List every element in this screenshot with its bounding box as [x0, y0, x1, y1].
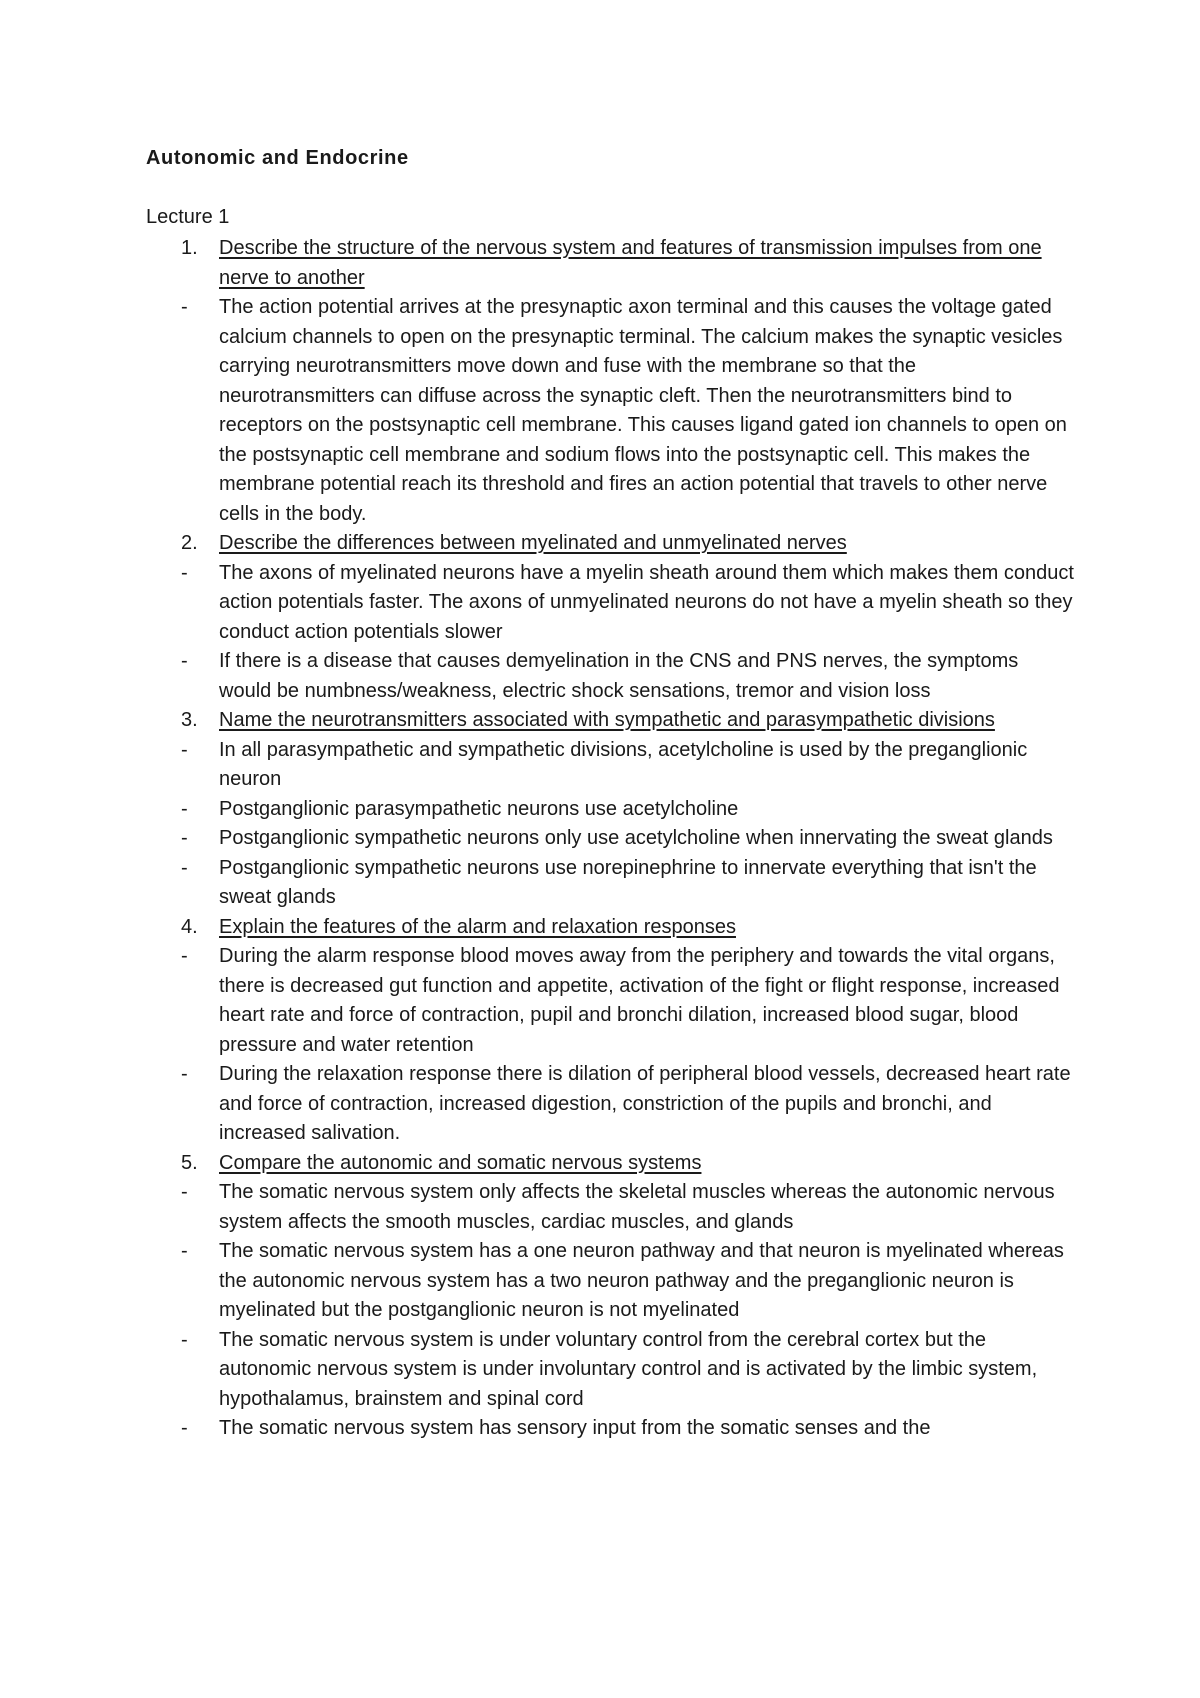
- question-text: Describe the structure of the nervous system and features of transmission impulses from one nerve to another: [219, 237, 1042, 289]
- question-item: [146, 234, 1076, 293]
- question-number: 4.: [181, 915, 198, 938]
- bullet-dash: -: [181, 1240, 188, 1262]
- question-item: [146, 913, 1076, 943]
- bullet-dash: -: [181, 827, 188, 849]
- question-number: 3.: [181, 709, 198, 731]
- bullet-text: The somatic nervous system has a one neuron pathway and that neuron is myelinated whereas the autonomic nervous system has a two neuron pathway and the preganglionic neuron is myelinated but the postganglionic neuron is not myelinated: [219, 1240, 1064, 1321]
- bullet-text: The axons of myelinated neurons have a myelin sheath around them which makes them conduct action potentials faster. The axons of unmyelinated neurons do not have a myelin sheath so they conduct action potentials slower: [219, 561, 1074, 643]
- answer-bullet: [146, 1414, 1076, 1444]
- answer-bullet: [146, 736, 1076, 795]
- question-text: Describe the differences between myelinated and unmyelinated nerves: [219, 532, 847, 554]
- answer-bullet: [146, 1237, 1076, 1326]
- lecture-label: Lecture 1: [146, 206, 230, 228]
- answer-bullet: [146, 854, 1076, 913]
- question-item: [146, 529, 1076, 559]
- bullet-text: The somatic nervous system is under voluntary control from the cerebral cortex but the autonomic nervous system is under involuntary control and is activated by the limbic system, hypothalamus, brainstem and spinal cord: [219, 1328, 1038, 1410]
- bullet-dash: -: [181, 738, 188, 761]
- bullet-dash: -: [181, 1181, 188, 1203]
- bullet-text: During the relaxation response there is dilation of peripheral blood vessels, decreased heart rate and force of contraction, increased digestion, constriction of the pupils and bronchi, and increased salivation.: [219, 1063, 1071, 1144]
- bullet-text: Postganglionic parasympathetic neurons use acetylcholine: [219, 797, 739, 820]
- bullet-text: Postganglionic sympathetic neurons use norepinephrine to innervate everything that isn't the sweat glands: [219, 856, 1037, 908]
- bullet-dash: -: [181, 1328, 188, 1351]
- question-text: Compare the autonomic and somatic nervous systems: [219, 1151, 702, 1174]
- answer-bullet: [146, 942, 1076, 1060]
- bullet-dash: -: [181, 856, 188, 879]
- bullet-dash: -: [181, 1063, 188, 1085]
- answer-bullet: [146, 647, 1076, 706]
- answer-bullet: [146, 1178, 1076, 1237]
- answer-bullet: [146, 824, 1076, 854]
- bullet-dash: -: [181, 561, 188, 584]
- question-item: [146, 1149, 1076, 1179]
- question-number: 5.: [181, 1151, 198, 1174]
- bullet-text: In all parasympathetic and sympathetic divisions, acetylcholine is used by the preganglionic neuron: [219, 738, 1028, 790]
- question-text: Name the neurotransmitters associated with sympathetic and parasympathetic divisions: [219, 709, 995, 731]
- bullet-text: During the alarm response blood moves away from the periphery and towards the vital organs, there is decreased gut function and appetite, activation of the fight or flight response, increased heart rate and force of contraction, pupil and bronchi dilation, increased blood sugar, blood pressure and water retention: [219, 945, 1060, 1056]
- question-item: [146, 706, 1076, 736]
- question-text: Explain the features of the alarm and relaxation responses: [219, 915, 736, 938]
- document-title: Autonomic and Endocrine: [146, 147, 409, 169]
- bullet-text: If there is a disease that causes demyelination in the CNS and PNS nerves, the symptoms would be numbness/weakness, electric shock sensations, tremor and vision loss: [219, 650, 1019, 702]
- question-number: 2.: [181, 532, 198, 554]
- bullet-dash: -: [181, 296, 188, 318]
- question-number: 1.: [181, 237, 198, 259]
- bullet-dash: -: [181, 650, 188, 672]
- bullet-text: The somatic nervous system has sensory input from the somatic senses and the: [219, 1417, 931, 1439]
- bullet-text: Postganglionic sympathetic neurons only use acetylcholine when innervating the sweat glands: [219, 827, 1053, 849]
- answer-bullet: [146, 559, 1076, 648]
- answer-bullet: [146, 293, 1076, 529]
- bullet-dash: -: [181, 797, 188, 820]
- bullet-dash: -: [181, 1417, 188, 1439]
- notes-list: [146, 234, 1076, 1444]
- answer-bullet: [146, 795, 1076, 825]
- bullet-dash: -: [181, 945, 188, 967]
- answer-bullet: [146, 1326, 1076, 1415]
- answer-bullet: [146, 1060, 1076, 1149]
- bullet-text: The somatic nervous system only affects the skeletal muscles whereas the autonomic nervous system affects the smooth muscles, cardiac muscles, and glands: [219, 1181, 1055, 1233]
- bullet-text: The action potential arrives at the presynaptic axon terminal and this causes the voltage gated calcium channels to open on the presynaptic terminal. The calcium makes the synaptic vesicles carrying neurotransmitters move down and fuse with the membrane so that the neurotransmitters can diffuse across the synaptic cleft. Then the neurotransmitters bind to receptors on the postsynaptic cell membrane. This causes ligand gated ion channels to open on the postsynaptic cell membrane and sodium flows into the postsynaptic cell. This makes the membrane potential reach its threshold and fires an action potential that travels to other nerve cells in the body.: [219, 296, 1067, 525]
